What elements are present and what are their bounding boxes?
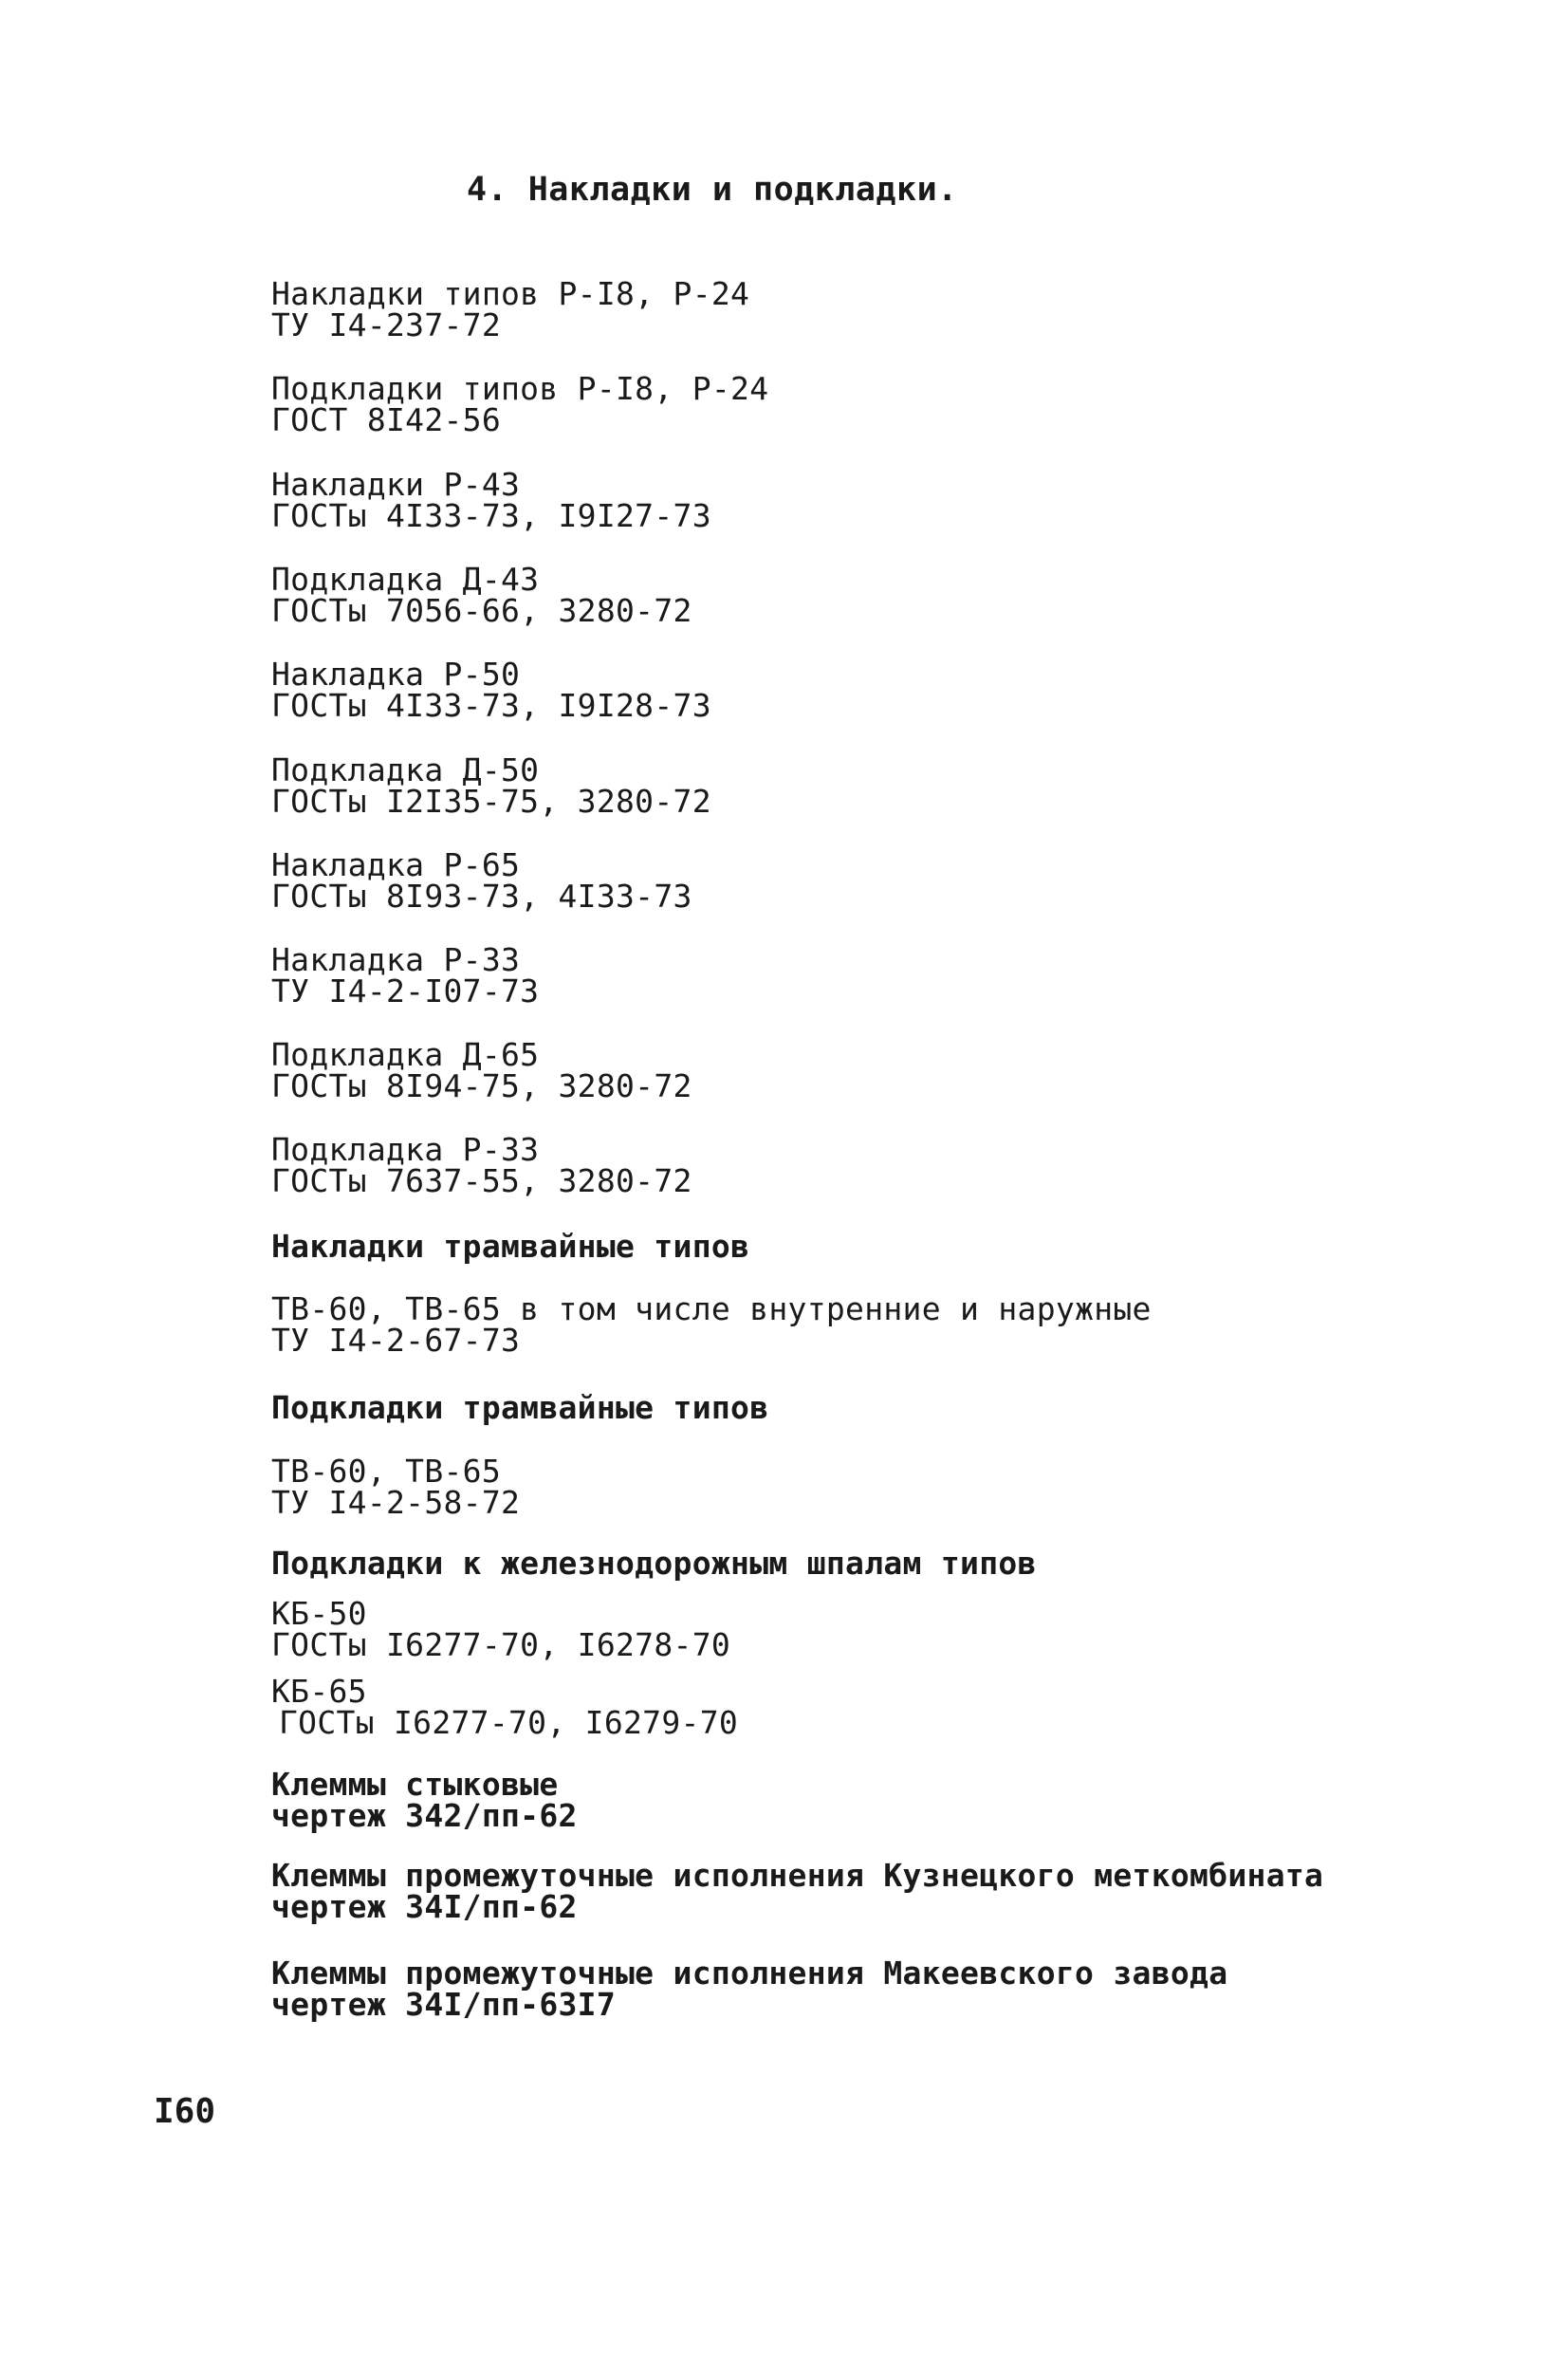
entry-name: Клеммы промежуточные исполнения Кузнецкого меткомбината bbox=[271, 1857, 1324, 1894]
entry-standard: ГОСТы 8I94-75, 3280-72 bbox=[271, 1067, 692, 1104]
entry-name: Накладка P-50 bbox=[271, 656, 521, 693]
entry-standard: ГОСТы I6277-70, I6279-70 bbox=[279, 1704, 739, 1741]
entry-standard: ГОСТ 8I42-56 bbox=[271, 401, 502, 438]
entry-name: ТВ-60, ТВ-65 bbox=[271, 1453, 502, 1490]
entry-name: Подкладка Д-65 bbox=[271, 1036, 540, 1073]
entry-standard: ГОСТы I6277-70, I6278-70 bbox=[271, 1626, 731, 1663]
entry-standard: ТУ I4-237-72 bbox=[271, 306, 502, 343]
category-heading: Подкладки трамвайные типов bbox=[271, 1389, 769, 1426]
entry-standard: ТУ I4-2-58-72 bbox=[271, 1484, 521, 1521]
category-heading: Накладки трамвайные типов bbox=[271, 1228, 750, 1265]
entry-standard: ТУ I4-2-67-73 bbox=[271, 1322, 521, 1359]
entry-name: Подкладки типов P-I8, P-24 bbox=[271, 370, 769, 407]
entry-name: Клеммы промежуточные исполнения Макеевского завода bbox=[271, 1955, 1228, 1992]
entry-name: КБ-50 bbox=[271, 1595, 367, 1632]
entry-standard: ГОСТы 7637-55, 3280-72 bbox=[271, 1162, 692, 1199]
entry-standard: ГОСТы 7056-66, 3280-72 bbox=[271, 592, 692, 629]
entry-name: ТВ-60, ТВ-65 в том числе внутренние и наружные bbox=[271, 1290, 1152, 1327]
entry-name: Накладки типов P-I8, P-24 bbox=[271, 275, 750, 312]
page-number: I60 bbox=[154, 2092, 216, 2131]
entry-name: Подкладка P-33 bbox=[271, 1131, 540, 1168]
entry-standard: ГОСТы I2I35-75, 3280-72 bbox=[271, 783, 711, 820]
entry-name: КБ-65 bbox=[271, 1673, 367, 1710]
entry-standard: чертеж 34I/пп-63I7 bbox=[271, 1986, 617, 2023]
entry-name: Подкладка Д-50 bbox=[271, 751, 540, 788]
entry-standard: ГОСТы 4I33-73, I9I27-73 bbox=[271, 497, 711, 534]
entry-standard: ТУ I4-2-I07-73 bbox=[271, 973, 540, 1010]
entry-name: Клеммы стыковые bbox=[271, 1766, 559, 1803]
entry-name: Подкладка Д-43 bbox=[271, 561, 540, 598]
entry-standard: ГОСТы 8I93-73, 4I33-73 bbox=[271, 878, 692, 915]
section-heading: 4. Накладки и подкладки. bbox=[467, 171, 958, 209]
category-heading: Подкладки к железнодорожным шпалам типов bbox=[271, 1545, 1037, 1582]
entry-standard: чертеж 34I/пп-62 bbox=[271, 1888, 578, 1925]
entry-name: Накладка P-33 bbox=[271, 941, 521, 978]
entry-standard: чертеж 342/пп-62 bbox=[271, 1797, 578, 1834]
entry-name: Накладка P-65 bbox=[271, 846, 521, 883]
entry-standard: ГОСТы 4I33-73, I9I28-73 bbox=[271, 687, 711, 724]
entry-name: Накладки P-43 bbox=[271, 466, 521, 503]
